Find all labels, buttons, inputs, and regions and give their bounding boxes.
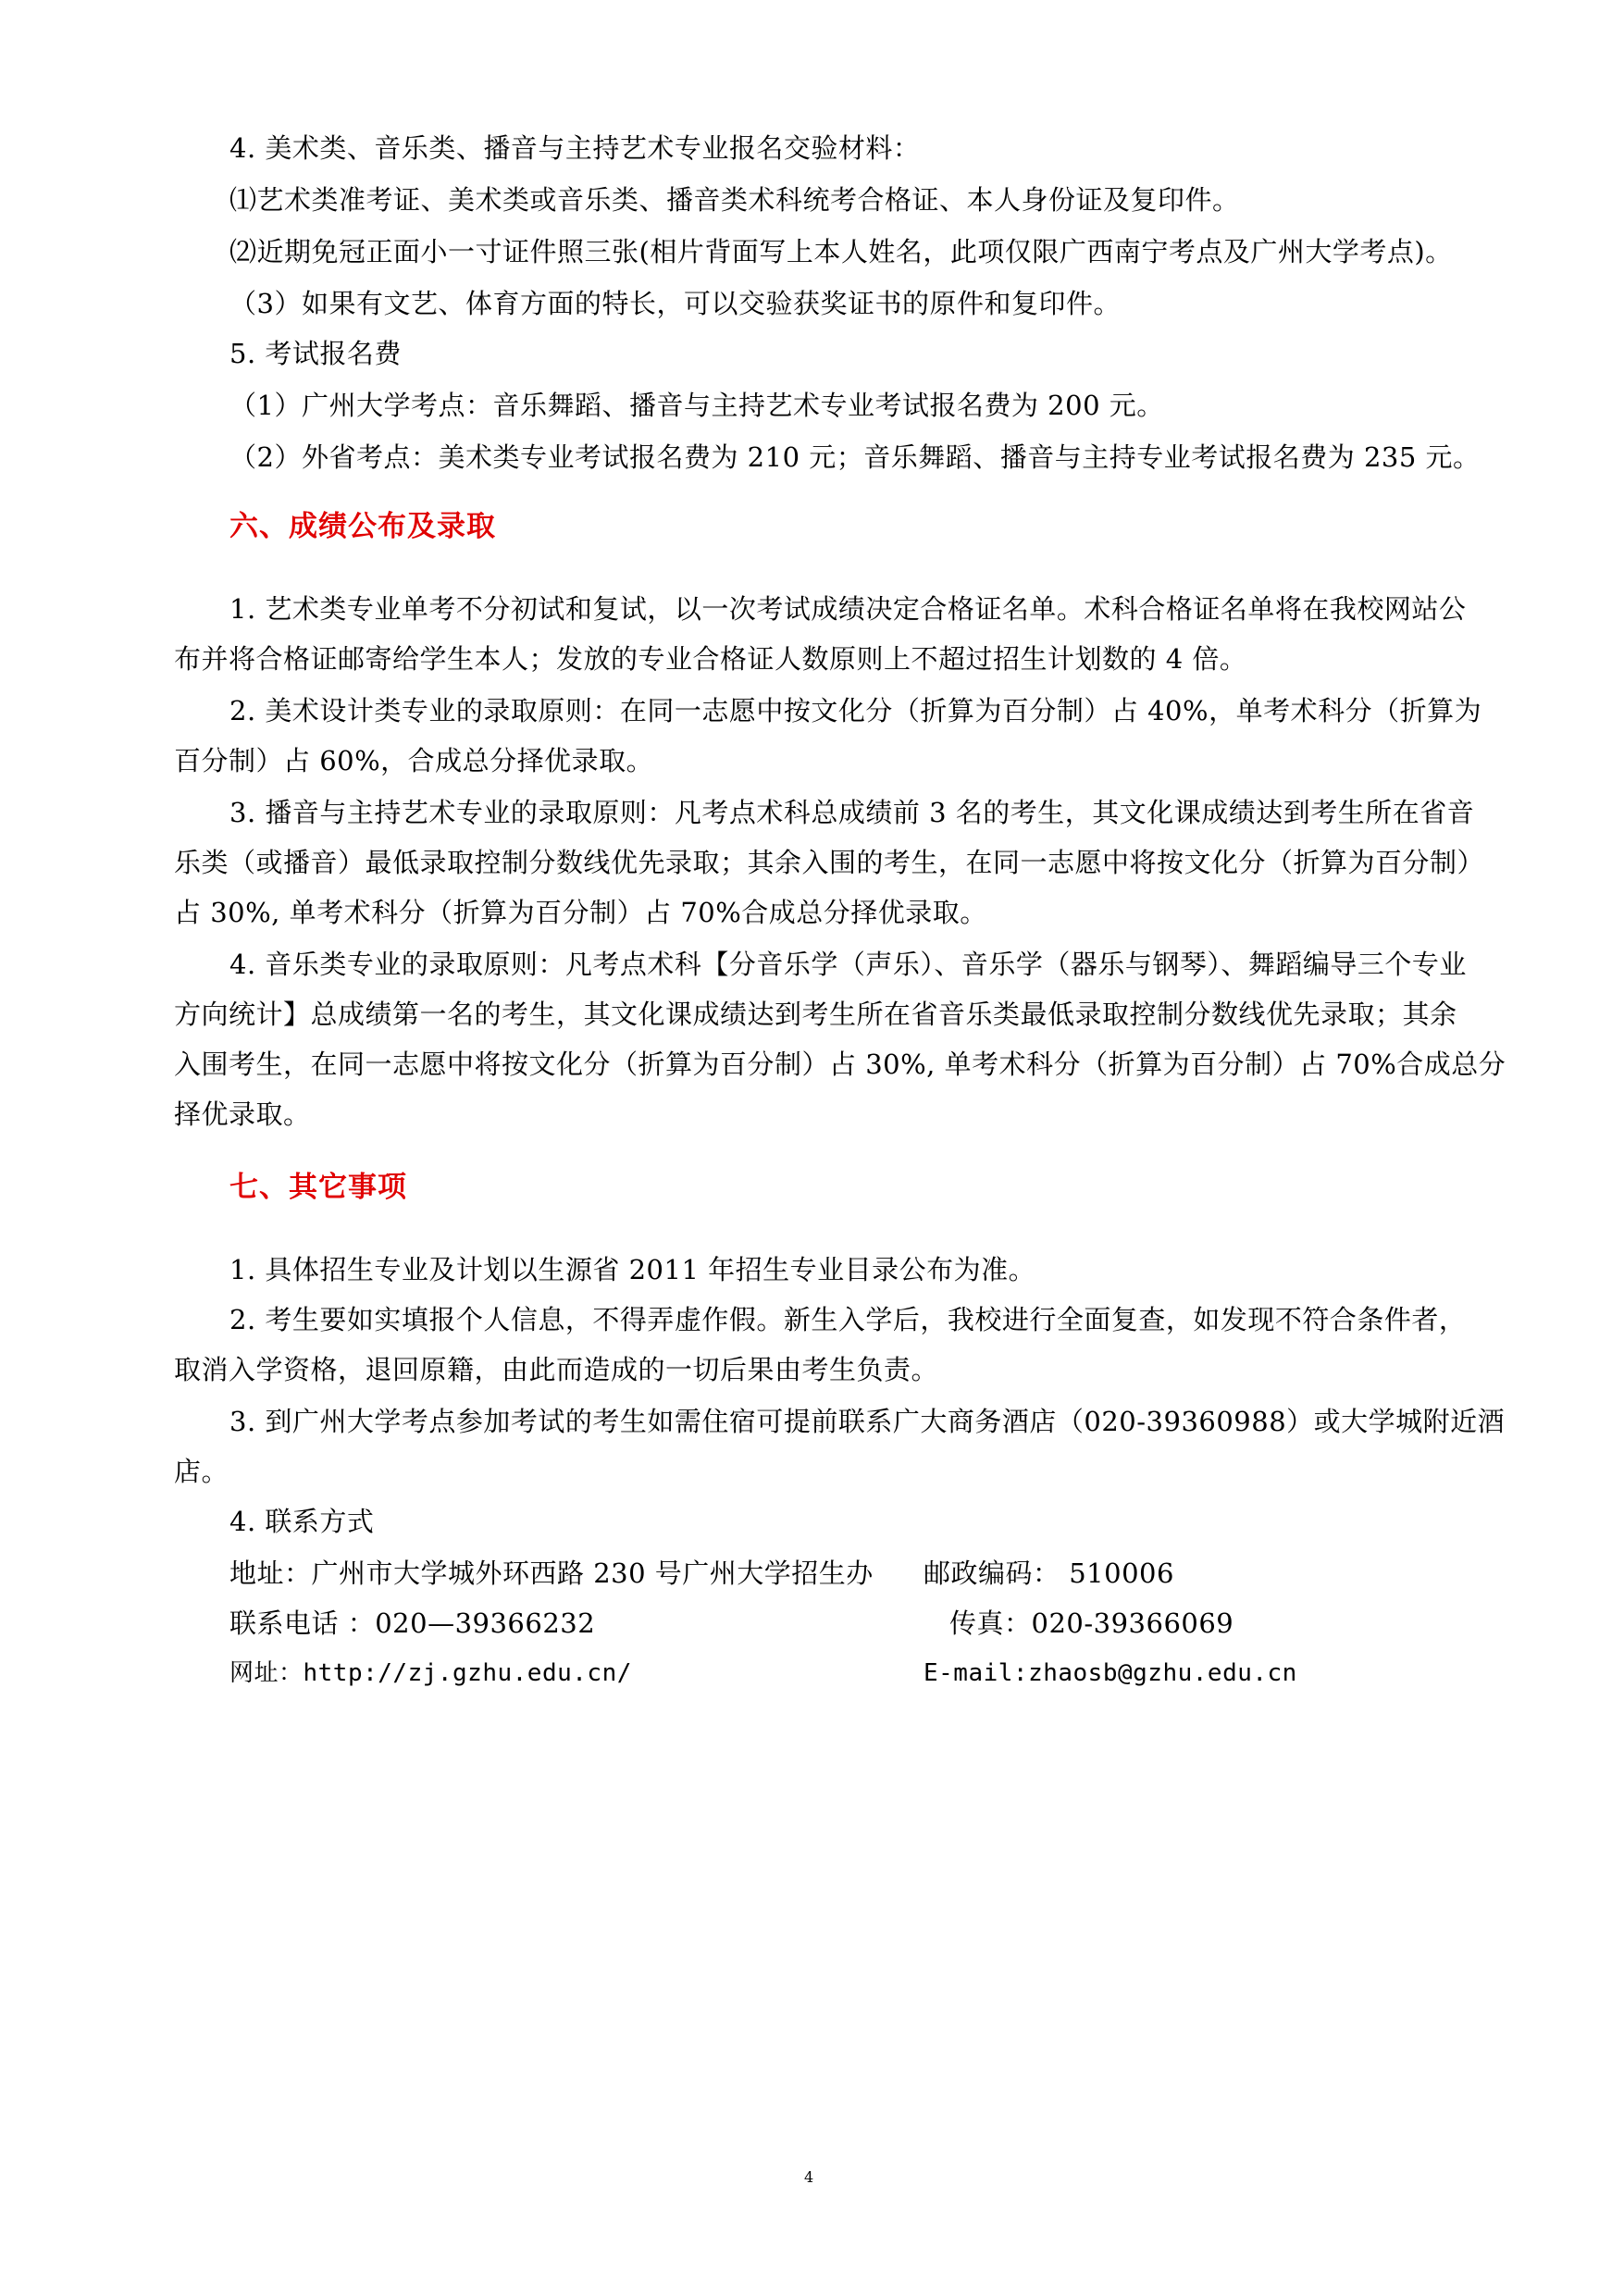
s6-p3-line3: 占 30%, 单考术科分（折算为百分制）占 70%合成总分择优录取。 [174, 897, 987, 928]
fee-item-2: （2）外省考点：美术类专业考试报名费为 210 元；音乐舞蹈、播音与主持专业考试报名费为 235 元。 [229, 441, 1481, 473]
contact-fax: 传真：020-39366069 [949, 1607, 1234, 1639]
s6-p1-line1: 1. 艺术类专业单考不分初试和复试，以一次考试成绩决定合格证名单。术科合格证名单将在我校网站公 [229, 593, 1467, 625]
s7-p3-line2: 店。 [174, 1456, 229, 1487]
contact-address: 地址：广州市大学城外环西路 230 号广州大学招生办 [229, 1558, 874, 1589]
s6-p1-line2: 布并将合格证邮寄给学生本人；发放的专业合格证人数原则上不超过招生计划数的 4 倍。 [174, 643, 1247, 675]
contact-title: 4. 联系方式 [229, 1506, 375, 1537]
contact-phone: 联系电话 ：020—39366232 [229, 1607, 596, 1639]
s7-p3-line1: 3. 到广州大学考点参加考试的考生如需住宿可提前联系广大商务酒店（020-39360988）或大学城附近酒 [229, 1406, 1506, 1437]
s6-p4-line4: 择优录取。 [174, 1098, 311, 1130]
page-number: 4 [804, 2168, 814, 2186]
s6-p3-line1: 3. 播音与主持艺术专业的录取原则：凡考点术科总成绩前 3 名的考生，其文化课成绩达到考生所在省音 [229, 797, 1475, 828]
s6-p4-line2: 方向统计】总成绩第一名的考生，其文化课成绩达到考生所在省音乐类最低录取控制分数线优先录取；其余 [174, 999, 1457, 1030]
fee-item-1: （1）广州大学考点：音乐舞蹈、播音与主持艺术专业考试报名费为 200 元。 [229, 390, 1164, 421]
s7-p2-line1: 2. 考生要如实填报个人信息，不得弄虚作假。新生入学后，我校进行全面复查，如发现不符合条件者， [229, 1304, 1467, 1335]
materials-item-3: （3）如果有文艺、体育方面的特长，可以交验获奖证书的原件和复印件。 [229, 288, 1121, 319]
materials-item-2: ⑵近期免冠正面小一寸证件照三张(相片背面写上本人姓名，此项仅限广西南宁考点及广州大学考点)。 [229, 236, 1453, 267]
contact-postcode: 邮政编码： 510006 [924, 1558, 1174, 1589]
s6-p2-line2: 百分制）占 60%，合成总分择优录取。 [174, 745, 654, 776]
contact-email[interactable]: E-mail:zhaosb@gzhu.edu.cn [924, 1659, 1297, 1687]
section-6-heading: 六、成绩公布及录取 [229, 510, 496, 543]
s6-p3-line2: 乐类（或播音）最低录取控制分数线优先录取；其余入围的考生，在同一志愿中将按文化分（折算为百分制） [174, 847, 1485, 878]
contact-website[interactable]: 网址：http://zj.gzhu.edu.cn/ [229, 1659, 632, 1687]
fee-title: 5. 考试报名费 [229, 338, 402, 369]
s6-p4-line3: 入围考生，在同一志愿中将按文化分（折算为百分制）占 30%, 单考术科分（折算为百分制）占 70%合成总分 [174, 1049, 1506, 1080]
s7-p1: 1. 具体招生专业及计划以生源省 2011 年招生专业目录公布为准。 [229, 1254, 1036, 1285]
materials-item-1: ⑴艺术类准考证、美术类或音乐类、播音类术科统考合格证、本人身份证及复印件。 [229, 184, 1240, 216]
materials-title: 4. 美术类、音乐类、播音与主持艺术专业报名交验材料： [229, 132, 921, 164]
s7-p2-line2: 取消入学资格，退回原籍，由此而造成的一切后果由考生负责。 [174, 1354, 939, 1385]
s6-p2-line1: 2. 美术设计类专业的录取原则：在同一志愿中按文化分（折算为百分制）占 40%，单考术科分（折算为 [229, 695, 1482, 726]
section-7-heading: 七、其它事项 [229, 1171, 407, 1204]
s6-p4-line1: 4. 音乐类专业的录取原则：凡考点术科【分音乐学（声乐）、音乐学（器乐与钢琴）、舞蹈编导三个专业 [229, 949, 1467, 980]
